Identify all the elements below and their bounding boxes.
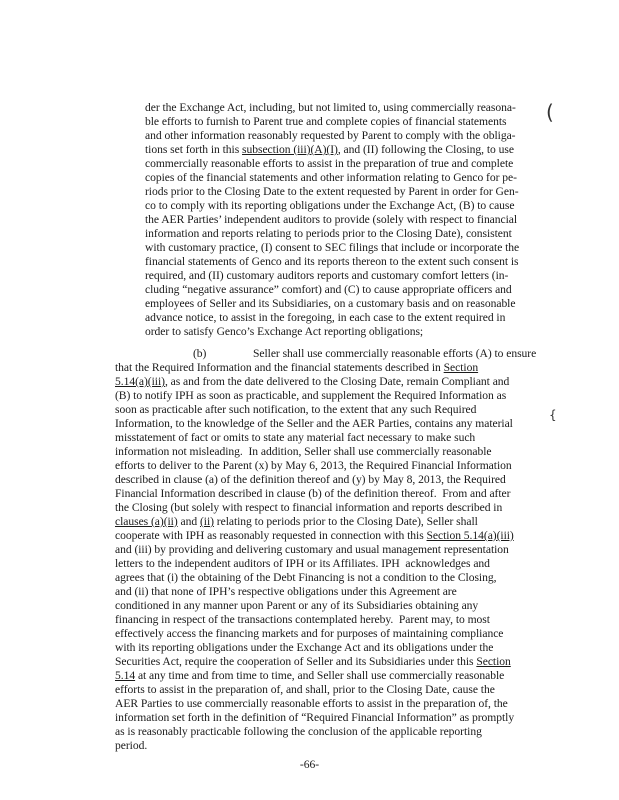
text-line: employees of Seller and its Subsidiaries, on a customary basis and on reasonable (145, 297, 516, 310)
text-line: riods prior to the Closing Date to the extent requested by Parent in order for Gen- (145, 185, 519, 198)
clause-reference: (ii) (199, 515, 214, 528)
text-line: and (iii) by providing and delivering customary and usual management representation (115, 543, 509, 556)
text-line: financing in respect of the transactions contemplated hereby. Parent may, to most (115, 613, 490, 626)
text-line: AER Parties to use commercially reasonable efforts to assist in the preparation of, the (115, 697, 508, 710)
margin-tick-mark: { (549, 408, 557, 422)
text-line: copies of the financial statements and other information relating to Genco for pe- (145, 171, 517, 184)
text-line: the AER Parties’ independent auditors to provide (solely with respect to financial (145, 213, 518, 226)
text-line: advance notice, to assist in the foregoing, in each case to the extent required in (145, 311, 506, 324)
text-line: the Closing (but solely with respect to financial information and reports described in (115, 501, 503, 514)
text-line: Financial Information described in clause (b) of the definition thereof. From and after (115, 487, 511, 500)
text-line: cluding “negative assurance” comfort) and (C) to cause appropriate officers and (145, 283, 512, 296)
text-line: soon as practicable after such notification, to the extent that any such Required (115, 403, 477, 416)
text-line: and other information reasonably requested by Parent to comply with the obliga- (145, 129, 516, 142)
text-line: co to comply with its reporting obligations under the Exchange Act, (B) to cause (145, 199, 515, 212)
text-line: commercially reasonable efforts to assist in the preparation of true and complete (145, 157, 514, 170)
text-segment: at any time and from time to time, and Seller shall use commercially reasonable (135, 669, 505, 682)
clause-reference: clauses (a)(ii) (115, 515, 178, 528)
text-line (145, 143, 514, 156)
text-line: with customary practice, (I) consent to SEC filings that include or incorporate the (145, 241, 520, 254)
text-segment: , as and from the date delivered to the Closing Date, remain Compliant and (164, 375, 510, 388)
text-line: Seller shall use commercially reasonable efforts (A) to ensure (253, 347, 537, 360)
text-line: described in clause (a) of the definition thereof and (y) by May 8, 2013, the Required (115, 473, 506, 486)
text-line: der the Exchange Act, including, but not limited to, using commercially reasona- (145, 101, 516, 114)
text-line: information not misleading. In addition, Seller shall use commercially reasonable (115, 445, 492, 458)
text-line: efforts to assist in the preparation of, and shall, prior to the Closing Date, cause the (115, 683, 495, 696)
section-reference: 5.14 (115, 669, 136, 682)
text-line: required, and (II) customary auditors reports and customary comfort letters (in- (145, 269, 509, 282)
text-line: efforts to deliver to the Parent (x) by May 6, 2013, the Required Financial Information (115, 459, 512, 472)
text-segment: , and (II) following the Closing, to use (337, 143, 514, 156)
page-number: -66- (299, 758, 320, 771)
text-line: order to satisfy Genco’s Exchange Act reporting obligations; (145, 325, 424, 338)
text-segment: tions set forth in this (145, 143, 243, 156)
text-line: information set forth in the definition of “Required Financial Information” as promptly (115, 711, 515, 724)
text-line (115, 669, 504, 682)
text-line: with its reporting obligations under the Exchange Act and its obligations under the (115, 641, 494, 654)
text-line: information and reports relating to periods prior to the Closing Date), consistent (145, 227, 512, 240)
text-line (115, 515, 478, 528)
section-reference: 5.14(a)(iii) (115, 375, 165, 388)
section-reference: Section 5.14(a)(iii) (426, 529, 514, 542)
text-line (115, 655, 511, 668)
text-line: and (ii) that none of IPH’s respective obligations under this Agreement are (115, 585, 457, 598)
paragraph-label: (b) (193, 347, 207, 360)
text-line: (B) to notify IPH as soon as practicable, and supplement the Required Information as (115, 389, 507, 402)
section-reference: Section (443, 361, 479, 374)
text-line: Information, to the knowledge of the Seller and the AER Parties, contains any material (115, 417, 513, 430)
text-line: effectively access the financing markets and for purposes of maintaining compliance (115, 627, 504, 640)
text-line: letters to the independent auditors of IPH or its Affiliates. IPH acknowledges and (115, 557, 490, 570)
text-line: financial statements of Genco and its reports thereon to the extent such consent is (145, 255, 519, 268)
text-line (115, 529, 514, 542)
text-line: conditioned in any manner upon Parent or any of its Subsidiaries obtaining any (115, 599, 479, 612)
subsection-reference: subsection (iii)(A)(I) (242, 143, 338, 156)
text-line: period. (115, 739, 148, 752)
text-line: agrees that (i) the obtaining of the Debt Financing is not a condition to the Closing, (115, 571, 497, 584)
text-segment: that the Required Information and the financial statements described in (115, 361, 444, 374)
text-segment: and (177, 515, 200, 528)
text-segment: relating to periods prior to the Closing Date), Seller shall (213, 515, 478, 528)
text-line: ble efforts to furnish to Parent true and complete copies of financial statements (145, 115, 507, 128)
text-segment: Securities Act, require the cooperation of Seller and its Subsidiaries under this (115, 655, 477, 668)
text-segment: cooperate with IPH as reasonably requested in connection with this (115, 529, 427, 542)
text-line: as is reasonably practicable following the conclusion of the applicable reporting (115, 725, 482, 738)
text-line: misstatement of fact or omits to state any material fact necessary to make such (115, 431, 476, 444)
text-line (115, 361, 478, 374)
margin-bracket-mark: ( (546, 100, 554, 124)
text-line (115, 375, 509, 388)
section-reference: Section (476, 655, 511, 668)
